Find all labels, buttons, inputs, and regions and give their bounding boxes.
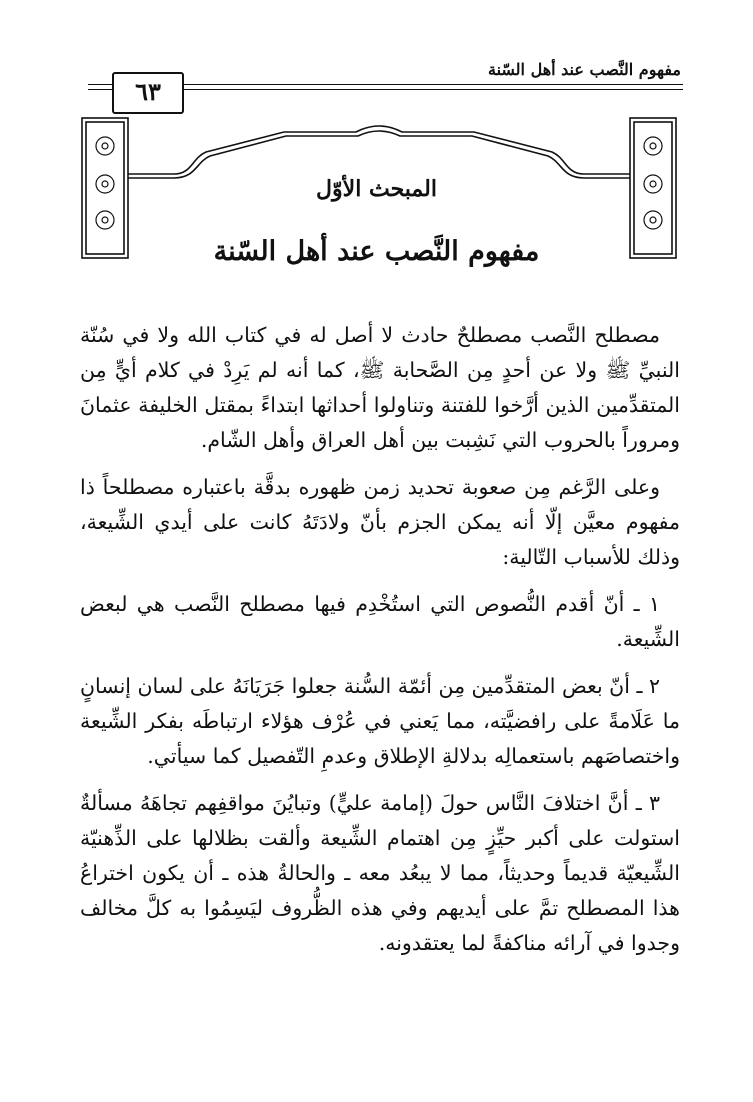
chapter-title: مفهوم النَّصب عند أهل السّنة <box>213 236 540 267</box>
paragraph-4: ٢ ـ أنّ بعض المتقدِّمين مِن أئمّة السُّنة جعلوا جَرَيَانَهُ على لسان إنسانٍ ما عَلَامةً على رافضيَّته، مما يَعني في عُرْف هؤلاء ارتباطَه بفكر الشِّيعة واختصاصَهم باستعمالِه بدلالةِ الإطلاق وعدمِ التّفصيل كما سيأتي. <box>80 674 680 768</box>
paragraph-2: وعلى الرَّغم مِن صعوبة تحديد زمن ظهوره بدقَّة باعتباره مصطلحاً ذا مفهوم معيَّن إلّا أنه يمكن الجزم بأنّ ولادَتَهُ كانت على أيدي الشِّيعة، وذلك للأسباب التّالية: <box>80 475 680 569</box>
chapter-label: المبحث الأوّل <box>316 176 437 202</box>
paragraph-3: ١ ـ أنّ أقدم النُّصوص التي استُخْدِم فيها مصطلح النَّصب هي لبعض الشِّيعة. <box>80 592 680 651</box>
paragraph-1: مصطلح النَّصب مصطلحٌ حادث لا أصل له في كتاب الله ولا في سُنّة النبيِّ ﷺ ولا عن أحدٍ مِن الصَّحابة ﷺ، كما أنه لم يَرِدْ في كلام أيٍّ مِن المتقدِّمين الذين أرَّخوا للفتنة وتناولوا أحداثها ابتداءً بمقتل الخليفة عثمانَ ومروراً بالحروب التي نَشِبت بين أهل العراق وأهل الشّام. <box>80 323 680 452</box>
paragraph-5: ٣ ـ أنَّ اختلافَ النَّاس حولَ (إمامة عليٍّ) وتبايُنَ مواقفِهم تجاهَهُ مسألةٌ استولت على أكبر حيِّزٍ مِن اهتمام الشِّيعة وألقت بظلالها على الذِّهنيّة الشِّيعيّة قديماً وحديثاً، مما لا يبعُد معه ـ والحالةُ هذه ـ أن يكون اختراعُ هذا المصطلح تمَّ على أيديهم وفي هذه الظُّروف ليَسِمُوا به كلَّ مخالف وجدوا في آرائه مناكفةً لما يعتقدونه. <box>80 791 680 955</box>
running-head: مفهوم النَّصب عند أهل السّنة <box>488 60 681 79</box>
body-text <box>80 318 680 973</box>
page-number: ٦٣ <box>112 72 184 114</box>
